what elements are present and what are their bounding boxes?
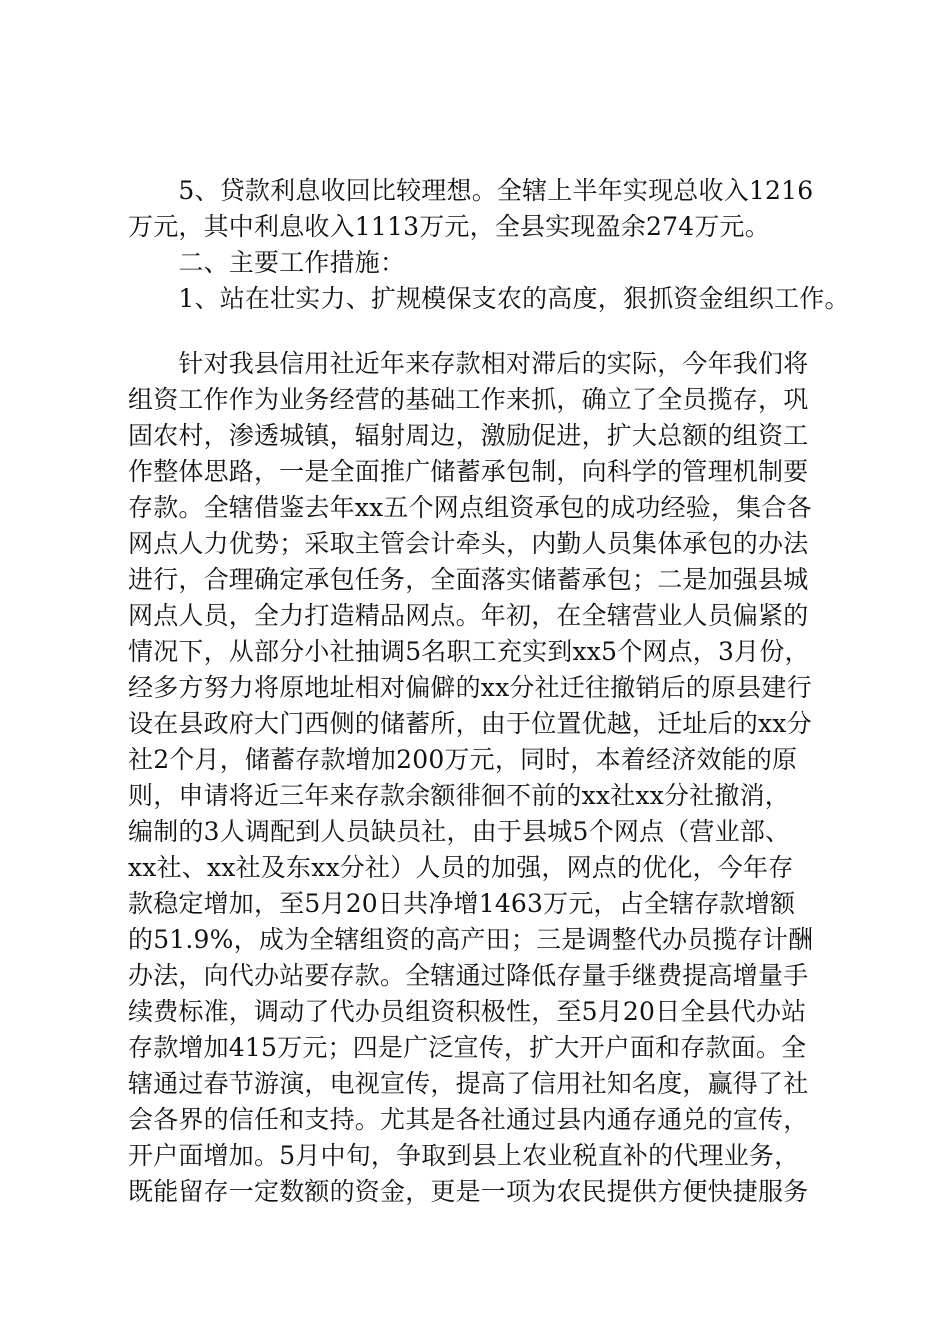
text-line: 网点人员，全力打造精品网点。年初，在全辖营业人员偏紧的 xyxy=(128,601,809,630)
text-line: 编制的3人调配到人员缺员社，由于县城5个网点（营业部、 xyxy=(128,817,791,846)
text-line: 续费标准，调动了代办员组资积极性，至5月20日全县代办站 xyxy=(128,997,807,1026)
text-line: 存款。全辖借鉴去年xx五个网点组资承包的成功经验，集合各 xyxy=(128,493,812,522)
text-line: 进行，合理确定承包任务，全面落实储蓄承包；二是加强县城 xyxy=(128,565,809,594)
text-line: 款稳定增加，至5月20日共净增1463万元，占全辖存款增额 xyxy=(128,889,796,918)
text-line: 会各界的信任和支持。尤其是各社通过县内通存通兑的宣传， xyxy=(128,1105,809,1134)
text-line: 设在县政府大门西侧的储蓄所，由于位置优越，迁址后的xx分 xyxy=(128,709,812,738)
text-line: 开户面增加。5月中旬，争取到县上农业税直补的代理业务， xyxy=(128,1141,800,1170)
text-line: 1、站在壮实力、扩规模保支农的高度，狠抓资金组织工作。 xyxy=(128,284,850,313)
text-line: 网点人力优势；采取主管会计牵头，内勤人员集体承包的办法 xyxy=(128,529,809,558)
text-line: xx社、xx社及东xx分社）人员的加强，网点的优化，今年存 xyxy=(128,853,794,882)
text-line: 存款增加415万元；四是广泛宣传，扩大开户面和存款面。全 xyxy=(128,1033,807,1062)
text-line: 万元，其中利息收入1113万元，全县实现盈余274万元。 xyxy=(128,212,770,241)
text-line: 社2个月，储蓄存款增加200万元，同时，本着经济效能的原 xyxy=(128,745,798,774)
text-line: 经多方努力将原地址相对偏僻的xx分社迁往撤销后的原县建行 xyxy=(128,673,812,702)
text-line: 情况下，从部分小社抽调5名职工充实到xx5个网点，3月份， xyxy=(128,637,810,666)
text-line: 二、主要工作措施： xyxy=(128,248,406,277)
text-line: 固农村，渗透城镇，辐射周边，激励促进，扩大总额的组资工 xyxy=(128,421,809,450)
text-line: 作整体思路，一是全面推广储蓄承包制，向科学的管理机制要 xyxy=(128,457,809,486)
text-line: 既能留存一定数额的资金，更是一项为农民提供方便快捷服务 xyxy=(128,1177,809,1206)
text-line: 的51.9%，成为全辖组资的高产田；三是调整代办员揽存计酬 xyxy=(128,925,814,954)
text-line: 则，申请将近三年来存款余额徘徊不前的xx社xx分社撤消， xyxy=(128,781,790,810)
text-line: 办法，向代办站要存款。全辖通过降低存量手继费提高增量手 xyxy=(128,961,809,990)
text-line: 辖通过春节游演，电视宣传，提高了信用社知名度，赢得了社 xyxy=(128,1069,809,1098)
text-line: 针对我县信用社近年来存款相对滞后的实际，今年我们将 xyxy=(128,349,809,378)
text-line: 组资工作作为业务经营的基础工作来抓，确立了全员揽存，巩 xyxy=(128,385,809,414)
text-line: 5、贷款利息收回比较理想。全辖上半年实现总收入1216 xyxy=(128,176,814,205)
